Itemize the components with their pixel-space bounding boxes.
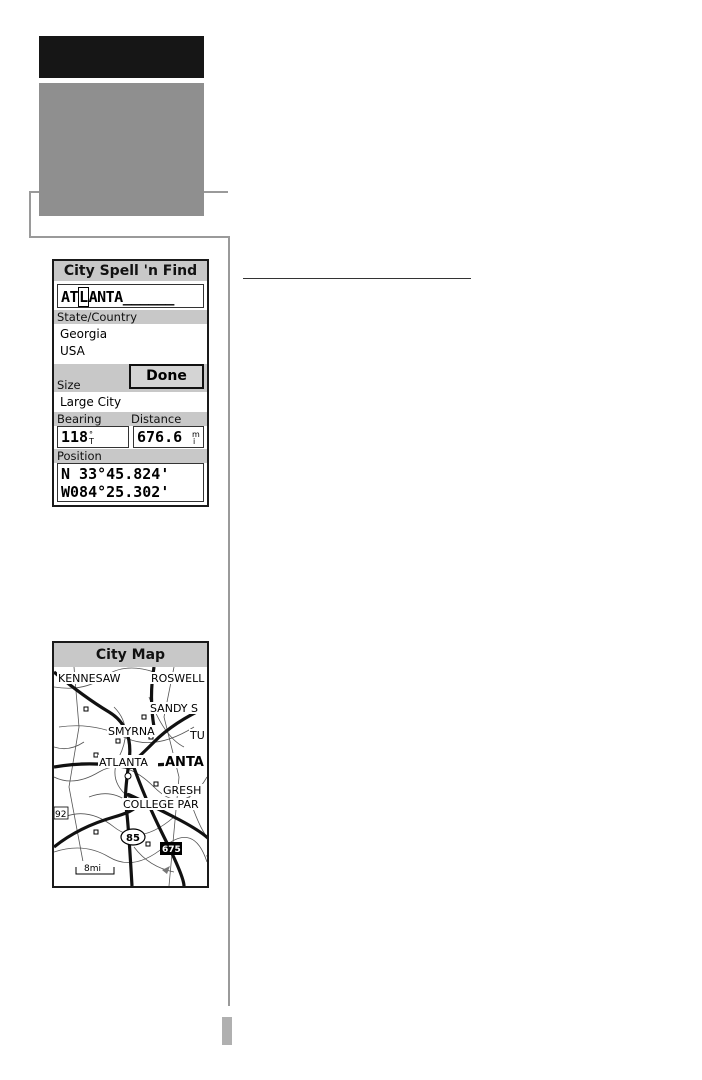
label-college-park: COLLEGE PAR bbox=[123, 798, 199, 811]
map-canvas[interactable] bbox=[54, 667, 207, 886]
section-heading-underline bbox=[243, 278, 471, 279]
route-92-label: 92 bbox=[55, 810, 67, 820]
city-spell-find-screen bbox=[52, 259, 209, 507]
bearing-value: 118 bbox=[61, 428, 89, 446]
latitude-value: N 33°45.824' bbox=[61, 465, 170, 483]
country-value: USA bbox=[60, 344, 85, 358]
route-675-label: 675 bbox=[162, 845, 181, 855]
position-field bbox=[57, 463, 204, 502]
bearing-distance-band bbox=[54, 412, 207, 426]
rule-horizontal bbox=[29, 236, 230, 238]
position-label: Position bbox=[57, 449, 102, 463]
rule-right-stub bbox=[204, 191, 228, 193]
scale-label: 8mi bbox=[84, 864, 101, 874]
city-name-text: ATLANTA______ bbox=[61, 288, 174, 306]
chapter-tab-gray bbox=[39, 83, 204, 216]
distance-unit-bottom: i bbox=[193, 437, 196, 446]
bearing-field bbox=[57, 426, 129, 448]
label-smyrna: SMYRNA bbox=[108, 725, 155, 738]
state-country-field[interactable] bbox=[57, 324, 204, 364]
rule-main-vertical bbox=[228, 236, 230, 1006]
label-kennesaw: KENNESAW bbox=[58, 672, 121, 685]
route-85-label: 85 bbox=[126, 833, 140, 844]
distance-field bbox=[133, 426, 204, 448]
bearing-label: Bearing bbox=[57, 412, 102, 426]
distance-unit-top: m bbox=[192, 430, 200, 439]
label-tu: TU bbox=[190, 729, 205, 742]
city-name-field[interactable] bbox=[57, 284, 204, 308]
name-cursor[interactable]: L bbox=[79, 288, 88, 306]
state-value: Georgia bbox=[60, 327, 108, 341]
label-atlanta: ATLANTA bbox=[99, 756, 148, 769]
state-country-label: State/Country bbox=[57, 310, 138, 324]
distance-value: 676.6 bbox=[137, 428, 183, 446]
size-label: Size bbox=[57, 378, 81, 392]
map-title: City Map bbox=[54, 643, 207, 667]
screen-title: City Spell 'n Find bbox=[54, 261, 207, 281]
label-roswell: ROSWELL bbox=[151, 672, 205, 685]
label-gresham: GRESH bbox=[163, 784, 202, 797]
bearing-unit-bottom: T bbox=[89, 437, 94, 446]
bearing-unit-top: ° bbox=[89, 430, 93, 439]
position-band bbox=[54, 449, 207, 463]
distance-label: Distance bbox=[131, 412, 182, 426]
chapter-tab-black bbox=[39, 36, 204, 78]
label-atlanta-bold: ANTA bbox=[165, 755, 204, 770]
done-button[interactable]: Done bbox=[129, 364, 204, 389]
city-map-screen bbox=[52, 641, 209, 888]
rule-left-vertical bbox=[29, 191, 31, 238]
page-number-block bbox=[222, 1017, 232, 1045]
longitude-value: W084°25.302' bbox=[61, 483, 170, 501]
size-value: Large City bbox=[60, 395, 122, 409]
state-country-band bbox=[54, 310, 207, 324]
label-sandy: SANDY S bbox=[150, 702, 199, 715]
size-field[interactable] bbox=[57, 392, 204, 412]
